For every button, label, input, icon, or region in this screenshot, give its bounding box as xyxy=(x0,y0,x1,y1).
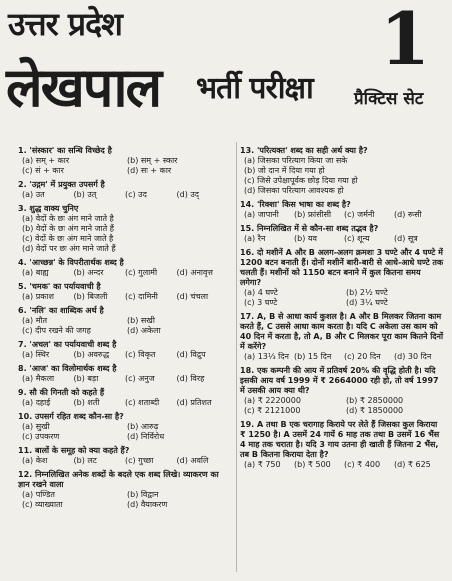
question-text xyxy=(240,146,444,156)
options-list xyxy=(18,190,228,200)
option-item: (c) विकृत xyxy=(125,350,156,359)
question-text xyxy=(240,312,444,352)
option-item: (c) शून्य xyxy=(344,234,370,243)
question-block xyxy=(18,364,228,384)
question-text xyxy=(18,364,228,374)
question-stem: उपसर्ग रहित शब्द कौन-सा है? xyxy=(34,412,124,421)
question-block xyxy=(240,200,444,220)
option-item: (a) जापानी xyxy=(244,210,279,219)
question-block xyxy=(18,282,228,302)
option-item: (c) गुलामी xyxy=(125,268,158,277)
option-item: (a) जिसका परित्याग किया जा सके xyxy=(244,156,348,165)
option-item: (b) वेदों के छः अंग माने जाते हैं xyxy=(22,224,114,233)
option-item: (b) सम् + स्कार xyxy=(127,156,178,165)
question-number: 1. xyxy=(18,146,30,155)
option-item: (c) जर्मनी xyxy=(344,210,375,219)
option-item: (d) जिसका परित्याग आवश्यक हो xyxy=(244,186,344,195)
question-block xyxy=(240,420,444,470)
question-block xyxy=(18,258,228,278)
option-item: (a) वेदों के छः अंग माने जाते है xyxy=(22,214,114,223)
question-text xyxy=(240,224,444,234)
options-list xyxy=(18,490,228,510)
question-number: 15. xyxy=(240,224,257,233)
question-block xyxy=(18,388,228,408)
option-item: (b) उत् xyxy=(73,190,97,199)
question-number: 4. xyxy=(18,258,30,267)
option-item: (d) सूत्र xyxy=(394,234,418,243)
options-list xyxy=(18,398,228,408)
option-item: (d) रूसी xyxy=(394,210,422,219)
option-item: (a) बाह्य xyxy=(22,268,49,277)
question-block xyxy=(18,146,228,176)
question-block xyxy=(240,312,444,362)
option-item: (c) दामिनी xyxy=(125,292,158,301)
option-item: (b) 2½ घण्टे xyxy=(346,288,388,297)
option-item: (c) शताब्दी xyxy=(125,398,160,407)
question-text xyxy=(18,146,228,156)
question-stem: A तथा B एक चरागाह किराये पर लेते हैं जिसका कुल किराया ₹ 1250 है। A उसमें 24 गायें 6 माह तक तथा B उसमें 16 भैंस 4 माह तक चराता है। यदि 3 गाय उतना ही खाती हैं जितना 2 भैंस, तब B कितना किराया देता है? xyxy=(240,420,440,459)
option-item: (a) 4 घण्टे xyxy=(244,288,278,297)
option-item: (d) ₹ 1850000 xyxy=(346,406,404,415)
questions-left-column xyxy=(18,146,228,514)
question-number: 7. xyxy=(18,340,30,349)
question-text xyxy=(18,388,228,398)
option-item: (b) यव xyxy=(294,234,317,243)
question-number: 17. xyxy=(240,312,257,321)
question-number: 5. xyxy=(18,282,30,291)
question-block xyxy=(18,306,228,336)
question-number: 6. xyxy=(18,306,30,315)
option-item: (a) उत xyxy=(22,190,45,199)
question-stem: A, B से आधा कार्य कुशल है। A और B मिलकर जितना काम करते हैं, C उससे आधा काम करता है। यदि C अकेला उस काम को 40 दिन में करता है, तो A, B और C मिलकर पूरा काम कितने दिनों में करेंगे? xyxy=(240,312,444,351)
question-number: 9. xyxy=(18,388,30,397)
question-text xyxy=(18,282,228,292)
question-number: 2. xyxy=(18,180,30,189)
question-number: 12. xyxy=(18,470,35,479)
option-item: (d) अकेला xyxy=(127,326,161,335)
option-item: (b) शती xyxy=(73,398,100,407)
options-list xyxy=(240,396,444,416)
options-list xyxy=(18,316,228,336)
option-item: (b) अन्दर xyxy=(73,268,104,277)
question-stem: 'परित्यक्त' शब्द का सही अर्थ क्या है? xyxy=(256,146,368,155)
option-item: (a) दहाई xyxy=(22,398,51,407)
set-number: 1 xyxy=(380,0,431,81)
question-stem: 'आच्छन्न' के विपरीतार्थक शब्द है xyxy=(29,258,124,267)
options-list xyxy=(240,460,444,470)
option-item: (c) 3 घण्टे xyxy=(244,298,278,307)
question-text xyxy=(18,446,228,456)
question-stem: दो मशीनें A और B अलग-अलग क्रमशः 3 घण्टे और 4 घण्टे में 1200 बटन बनाती हैं। दोनों मशीनें बारी-बारी से आधे-आधे घण्टे तक चलती हैं। मशीनों को 1150 बटन बनाने में कुल कितना समय लगेगा? xyxy=(240,248,444,287)
option-item: (b) 15 दिन xyxy=(294,352,332,361)
question-number: 8. xyxy=(18,364,30,373)
option-item: (b) जो दान में दिया गया हो xyxy=(244,166,325,175)
option-item: (a) मौत xyxy=(22,316,48,325)
option-item: (a) पण्डित xyxy=(22,490,55,499)
option-item: (b) ₹ 500 xyxy=(294,460,331,469)
question-text xyxy=(240,248,444,288)
header-exam-title: लेखपाल xyxy=(6,56,161,119)
option-item: (a) रैन xyxy=(244,234,266,243)
question-stem: एक कम्पनी की आय में प्रतिवर्ष 20% की वृद्धि होती है। यदि इसकी आय वर्ष 1999 में ₹ 2664000 रही हो, तो वर्ष 1997 में उसकी आय क्या थी? xyxy=(240,366,439,395)
option-item: (d) विद्रुप xyxy=(176,350,206,359)
option-item: (d) उद् xyxy=(176,190,199,199)
question-text xyxy=(18,306,228,316)
question-number: 13. xyxy=(240,146,257,155)
option-item: (b) सखी xyxy=(127,316,155,325)
option-item: (d) चंचला xyxy=(176,292,209,301)
options-list xyxy=(18,350,228,360)
option-item: (b) अवरुद्ध xyxy=(73,350,110,359)
options-list xyxy=(240,288,444,308)
options-list xyxy=(18,374,228,384)
option-item: (d) ₹ 625 xyxy=(394,460,431,469)
option-item: (a) केश xyxy=(22,456,48,465)
question-stem: 'आज' का विलोमार्थक शब्द है xyxy=(29,364,117,373)
option-item: (b) फ्रांसीसी xyxy=(294,210,332,219)
option-item: (c) अनुज xyxy=(125,374,155,383)
option-item: (c) वेदों के छः अंग माने जाते है xyxy=(22,234,114,243)
option-item: (d) वैयाकरण xyxy=(127,500,168,509)
question-text xyxy=(18,204,228,214)
option-item: (b) बड़ा xyxy=(73,374,99,383)
option-item: (a) सम् + कार xyxy=(22,156,70,165)
option-item: (c) जिसे उपेक्षापूर्वक छोड़ दिया गया हो xyxy=(244,176,358,185)
question-block xyxy=(18,446,228,466)
question-block xyxy=(240,366,444,416)
question-stem: 'संस्कार' का सन्धि विच्छेद है xyxy=(29,146,112,155)
question-text xyxy=(240,200,444,210)
options-list xyxy=(18,214,228,254)
options-list xyxy=(240,234,444,244)
question-text xyxy=(18,258,228,268)
option-item: (a) ₹ 2220000 xyxy=(244,396,301,405)
option-item: (a) 13⅓ दिन xyxy=(244,352,289,361)
question-stem: निम्नलिखित अनेक शब्दों के बदले एक शब्द लिखे। व्याकरण का ज्ञान रखने वाला xyxy=(18,470,219,489)
option-item: (d) अवलि xyxy=(176,456,209,465)
header-state-title: उत्तर प्रदेश xyxy=(8,5,122,43)
option-item: (d) अनावृत्त xyxy=(176,268,213,277)
option-item: (d) विरह xyxy=(176,374,205,383)
option-item: (c) उपकरण xyxy=(22,432,60,441)
questions-right-column xyxy=(240,146,444,474)
question-number: 10. xyxy=(18,412,35,421)
header-exam-subtitle: भर्ती परीक्षा xyxy=(196,71,313,106)
question-text xyxy=(18,340,228,350)
question-stem: 'उद्गम' में प्रयुक्त उपसर्ग है xyxy=(29,180,105,189)
option-item: (a) ₹ 750 xyxy=(244,460,281,469)
question-stem: 'चमक' का पर्यायवाची है xyxy=(29,282,101,291)
options-list xyxy=(240,210,444,220)
question-stem: 'अचल' का पर्यायवाची शब्द है xyxy=(29,340,117,349)
question-stem: सौ की गिनती को कहते हैं xyxy=(29,388,105,397)
option-item: (b) लट xyxy=(73,456,97,465)
question-block xyxy=(240,248,444,308)
option-item: (c) ₹ 400 xyxy=(344,460,381,469)
options-list xyxy=(18,292,228,302)
question-text xyxy=(18,412,228,422)
options-list xyxy=(18,422,228,442)
option-item: (d) सः + कार xyxy=(127,166,172,175)
header xyxy=(0,0,452,128)
option-item: (c) व्याख्याता xyxy=(22,500,63,509)
option-item: (b) विद्वान xyxy=(127,490,159,499)
options-list xyxy=(240,352,444,362)
question-block xyxy=(240,224,444,244)
question-stem: 'रिक्शा' किस भाषा का शब्द है? xyxy=(256,200,351,209)
option-item: (a) सुखी xyxy=(22,422,50,431)
option-item: (a) प्रकाश xyxy=(22,292,54,301)
question-block xyxy=(18,204,228,254)
option-item: (b) बिजली xyxy=(73,292,108,301)
question-number: 19. xyxy=(240,420,257,429)
question-stem: बालों के समूह को क्या कहते हैं? xyxy=(34,446,130,455)
option-item: (c) दीप रखने की जगह xyxy=(22,326,91,335)
option-item: (a) स्थिर xyxy=(22,350,50,359)
option-item: (b) आरुढ़ xyxy=(127,422,159,431)
question-block xyxy=(18,412,228,442)
option-item: (c) 20 दिन xyxy=(344,352,381,361)
column-divider xyxy=(236,142,237,572)
question-number: 16. xyxy=(240,248,257,257)
question-text xyxy=(18,470,228,490)
question-stem: निम्नलिखित में से कौन-सा शब्द तद्भव है? xyxy=(256,224,379,233)
option-item: (d) निर्विरोध xyxy=(127,432,165,441)
options-list xyxy=(18,156,228,176)
option-item: (c) ₹ 2121000 xyxy=(244,406,301,415)
option-item: (a) मैकला xyxy=(22,374,55,383)
option-item: (d) 3¼ घण्टे xyxy=(346,298,388,307)
question-block xyxy=(18,180,228,200)
set-label: प्रैक्टिस सेट xyxy=(354,89,424,109)
question-number: 14. xyxy=(240,200,257,209)
option-item: (b) ₹ 2850000 xyxy=(346,396,404,405)
question-stem: शुद्ध वाक्य चुनिए xyxy=(29,204,79,213)
options-list xyxy=(240,156,444,196)
question-block xyxy=(18,340,228,360)
option-item: (c) गुच्छा xyxy=(125,456,154,465)
question-block xyxy=(18,470,228,510)
question-block xyxy=(240,146,444,196)
question-number: 18. xyxy=(240,366,257,375)
question-text xyxy=(240,420,444,460)
question-text xyxy=(240,366,444,396)
question-number: 3. xyxy=(18,204,30,213)
options-list xyxy=(18,268,228,278)
options-list xyxy=(18,456,228,466)
option-item: (d) प्रतिशत xyxy=(176,398,212,407)
question-number: 11. xyxy=(18,446,35,455)
question-stem: 'नलि' का शाब्दिक अर्थ है xyxy=(29,306,104,315)
option-item: (c) उद xyxy=(125,190,147,199)
question-text xyxy=(18,180,228,190)
option-item: (c) सं + कार xyxy=(22,166,64,175)
option-item: (d) वेदों पर छः अंग माने जाते हैं xyxy=(22,244,116,253)
option-item: (d) 30 दिन xyxy=(394,352,432,361)
